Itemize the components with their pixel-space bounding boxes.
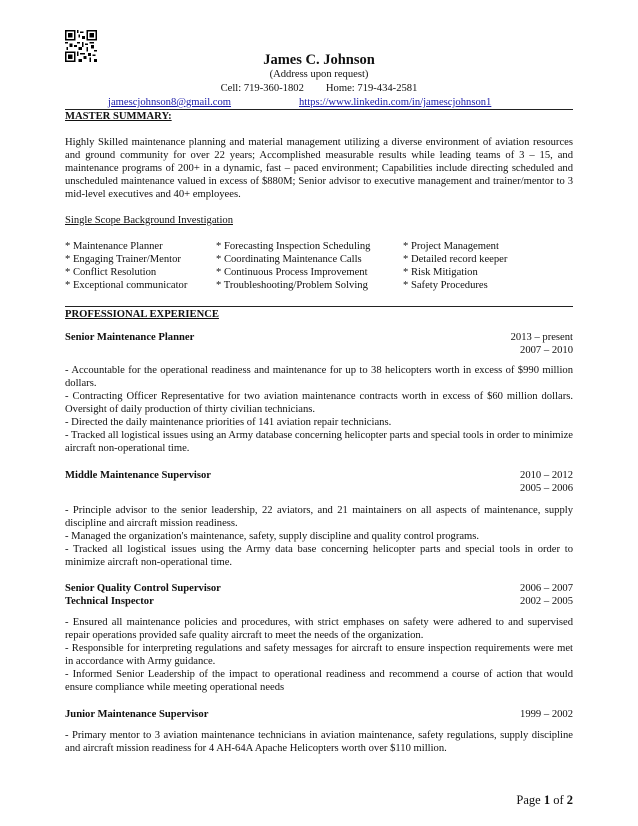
job-dates xyxy=(520,708,573,721)
address-note: (Address upon request) xyxy=(269,69,369,80)
skill-item: * Detailed record keeper xyxy=(403,254,508,265)
date-range: 2002 – 2005 xyxy=(520,596,573,607)
job-title: Middle Maintenance Supervisor xyxy=(65,470,211,481)
candidate-name: James C. Johnson xyxy=(263,52,375,68)
bullet-item: - Principle advisor to the senior leadership, 22 aviators, and 21 maintainers on all aspects of maintenance, supply discipline and aircraft mission readiness. xyxy=(65,505,573,529)
date-range: 2013 – present xyxy=(510,332,573,343)
experience-divider xyxy=(65,306,573,307)
skills-column-3 xyxy=(403,240,507,292)
experience-title: PROFESSIONAL EXPERIENCE xyxy=(65,309,219,320)
skill-item: * Risk Mitigation xyxy=(403,267,478,278)
skill-item: * Conflict Resolution xyxy=(65,267,157,278)
bullet-item: - Tracked all logistical issues using the Army data base concerning helicopter parts and special tools in order to minimize aircraft non-operational time. xyxy=(65,544,573,568)
email-link[interactable]: jamescjohnson8@gmail.com xyxy=(108,97,232,108)
skills-column-2 xyxy=(216,240,370,292)
job-bullets xyxy=(65,729,573,755)
bullet-item: - Informed Senior Leadership of the impact to operational readiness and recommend a course of action that would ensure compliance while meeting operational needs xyxy=(65,669,573,693)
bullet-item: - Directed the daily maintenance priorities of 141 aviation repair technicians. xyxy=(65,417,392,428)
linkedin-link[interactable]: https://www.linkedin.com/in/jamescjohnson1 xyxy=(299,97,492,108)
cell-phone: Cell: 719-360-1802 xyxy=(220,83,304,94)
skill-item: * Project Management xyxy=(403,241,499,252)
job-title: Senior Maintenance Planner xyxy=(65,332,195,343)
skill-item: * Exceptional communicator xyxy=(65,280,188,291)
page-of-label: of xyxy=(550,793,567,807)
job-dates xyxy=(511,331,573,357)
skill-item: * Troubleshooting/Problem Solving xyxy=(216,280,368,291)
skill-item: * Engaging Trainer/Mentor xyxy=(65,254,181,265)
bullet-item: - Contracting Officer Representative for two aviation maintenance contracts worth in excess of $60 million dollars. Oversight of daily production of thirty civilian technicians. xyxy=(65,391,573,415)
skill-item: * Coordinating Maintenance Calls xyxy=(216,254,362,265)
job-bullets xyxy=(65,616,573,694)
skill-item: * Safety Procedures xyxy=(403,280,488,291)
phone-line xyxy=(0,82,638,95)
page-number xyxy=(516,794,573,807)
bullet-item: - Primary mentor to 3 aviation maintenance technicians in aviation maintenance, safety regulations, supply discipline and aircraft mission readiness for 4 AH-64A Apache Helicopters worth over $110 million. xyxy=(65,730,573,754)
summary-paragraph: Highly Skilled maintenance planning and material management utilizing a diverse environment of aviation resources and ground community for over 22 years; Accomplished measurable results while leading teams of 3 – 15, and maintenance programs of 200+ in a dynamic, fast – paced environment; Capabilities include directing scheduled and unscheduled maintenance valued in excess of $880M; Senior advisor to executive management and trainer/mentor to 3 mid-level executives and 40+ employees. xyxy=(65,137,573,200)
date-range: 2010 – 2012 xyxy=(520,470,573,481)
clearance-label: Single Scope Background Investigation xyxy=(65,215,233,226)
bullet-item: - Tracked all logistical issues using an Army database concerning helicopter parts and special tools in order to minimize aircraft non-operational time. xyxy=(65,430,573,454)
summary-title: MASTER SUMMARY: xyxy=(65,111,172,122)
bullet-item: - Responsible for interpreting regulations and safety messages for aircraft to ensure inspection requirements were met in accordance with Army guidance. xyxy=(65,643,573,667)
bullet-item: - Accountable for the operational readiness and maintenance for up to 38 helicopters worth in excess of $990 million dollars. xyxy=(65,365,573,389)
skills-column-1 xyxy=(65,240,187,292)
date-range: 1999 – 2002 xyxy=(520,709,573,720)
page-total: 2 xyxy=(566,793,573,807)
date-range: 2005 – 2006 xyxy=(520,483,573,494)
skill-item: * Continuous Process Improvement xyxy=(216,267,368,278)
job-title: Senior Quality Control Supervisor xyxy=(65,583,221,594)
page-label: Page xyxy=(516,793,544,807)
job-bullets xyxy=(65,504,573,569)
date-range: 2006 – 2007 xyxy=(520,583,573,594)
bullet-item: - Managed the organization's maintenance, safety, supply discipline and quality control programs. xyxy=(65,531,480,542)
skill-item: * Maintenance Planner xyxy=(65,241,163,252)
bullet-item: - Ensured all maintenance policies and procedures, with strict emphases on safety were adhered to and supervised repair operations provided safe quality aircraft to meet the needs of the organization. xyxy=(65,617,573,641)
job-dates xyxy=(520,469,573,495)
job-title-secondary: Technical Inspector xyxy=(65,596,154,607)
skill-item: * Forecasting Inspection Scheduling xyxy=(216,241,371,252)
date-range: 2007 – 2010 xyxy=(520,345,573,356)
job-title: Junior Maintenance Supervisor xyxy=(65,709,209,720)
page-current: 1 xyxy=(543,793,551,807)
home-phone: Home: 719-434-2581 xyxy=(325,83,418,94)
job-dates xyxy=(520,582,573,608)
job-title-group xyxy=(65,582,221,608)
job-bullets xyxy=(65,364,573,455)
